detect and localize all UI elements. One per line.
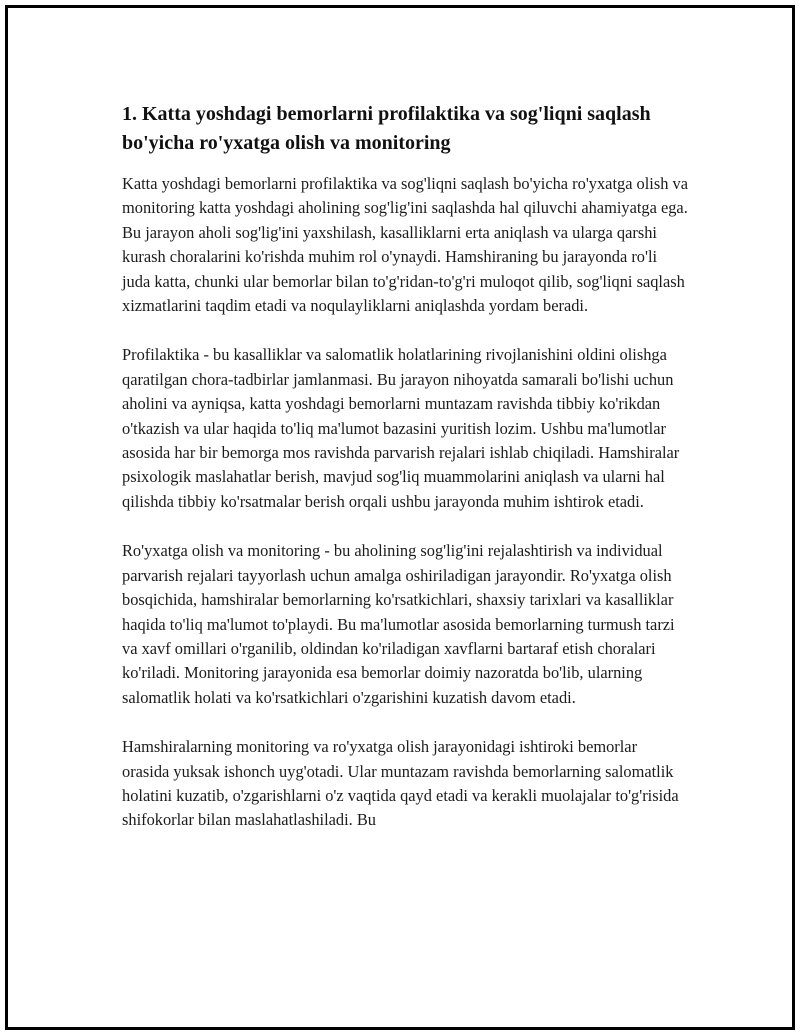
paragraph-profilaktika: Profilaktika - bu kasalliklar va salomatlik holatlarining rivojlanishini oldini olishga qaratilgan chora-tadbirlar jamlanmasi. Bu jarayon nihoyatda samarali bo'lishi uchun aholini va ayniqsa, katta yoshdagi bemorlarni muntazam ravishda tibbiy ko'rikdan o'tkazish va ular haqida to'liq ma'lumot bazasini yuritish lozim. Ushbu ma'lumotlar asosida har bir bemorga mos ravishda parvarish rejalari ishlab chiqiladi. Hamshiralar psixologik maslahatlar berish, mavjud sog'liq muammolarini aniqlash va ularni hal qilishda tibbiy ko'rsatmalar berish orqali ushbu jarayonda muhim ishtirok etadi. xyxy=(122,345,680,511)
section-heading: 1. Katta yoshdagi bemorlarni profilaktika va sog'liqni saqlash bo'yicha ro'yxatga olish va monitoring xyxy=(122,103,651,154)
paragraph-hamshiralar: Hamshiralarning monitoring va ro'yxatga olish jarayonidagi ishtiroki bemorlar orasida yuksak ishonch uyg'otadi. Ular muntazam ravishda bemorlarning salomatlik holatini kuzatib, o'zgarishlarni o'z vaqtida qayd etadi va kerakli muolajalar to'g'risida shifokorlar bilan maslahatlashiladi. Bu xyxy=(122,737,679,830)
document-body xyxy=(122,100,688,858)
paragraph-intro: Katta yoshdagi bemorlarni profilaktika va sog'liqni saqlash bo'yicha ro'yxatga olish va monitoring katta yoshdagi aholining sog'lig'ini saqlashda hal qiluvchi ahamiyatga ega. Bu jarayon aholi sog'lig'ini yaxshilash, kasalliklarni erta aniqlash va ularga qarshi kurash choralarini ko'rishda muhim rol o'ynaydi. Hamshiraning bu jarayonda ro'li juda katta, chunki ular bemorlar bilan to'g'ridan-to'g'ri muloqot qilib, sog'liqni saqlash xizmatlarini taqdim etadi va noqulayliklarni aniqlashda yordam beradi. xyxy=(122,174,689,316)
paragraph-royxatga-olish: Ro'yxatga olish va monitoring - bu aholining sog'lig'ini rejalashtirish va individual parvarish rejalari tayyorlash uchun amalga oshiriladigan jarayondir. Ro'yxatga olish bosqichida, hamshiralar bemorlarning ko'rsatkichlari, shaxsiy tarixlari va kasalliklar haqida to'liq ma'lumot to'playdi. Bu ma'lumotlar asosida bemorlarning turmush tarzi va xavf omillari o'rganilib, oldindan ko'riladigan xavflarni bartaraf etish choralari ko'riladi. Monitoring jarayonida esa bemorlar doimiy nazoratda bo'lib, ularning salomatlik holati va ko'rsatkichlari o'zgarishini kuzatish davom etadi. xyxy=(122,541,675,707)
document-page xyxy=(5,5,795,1030)
